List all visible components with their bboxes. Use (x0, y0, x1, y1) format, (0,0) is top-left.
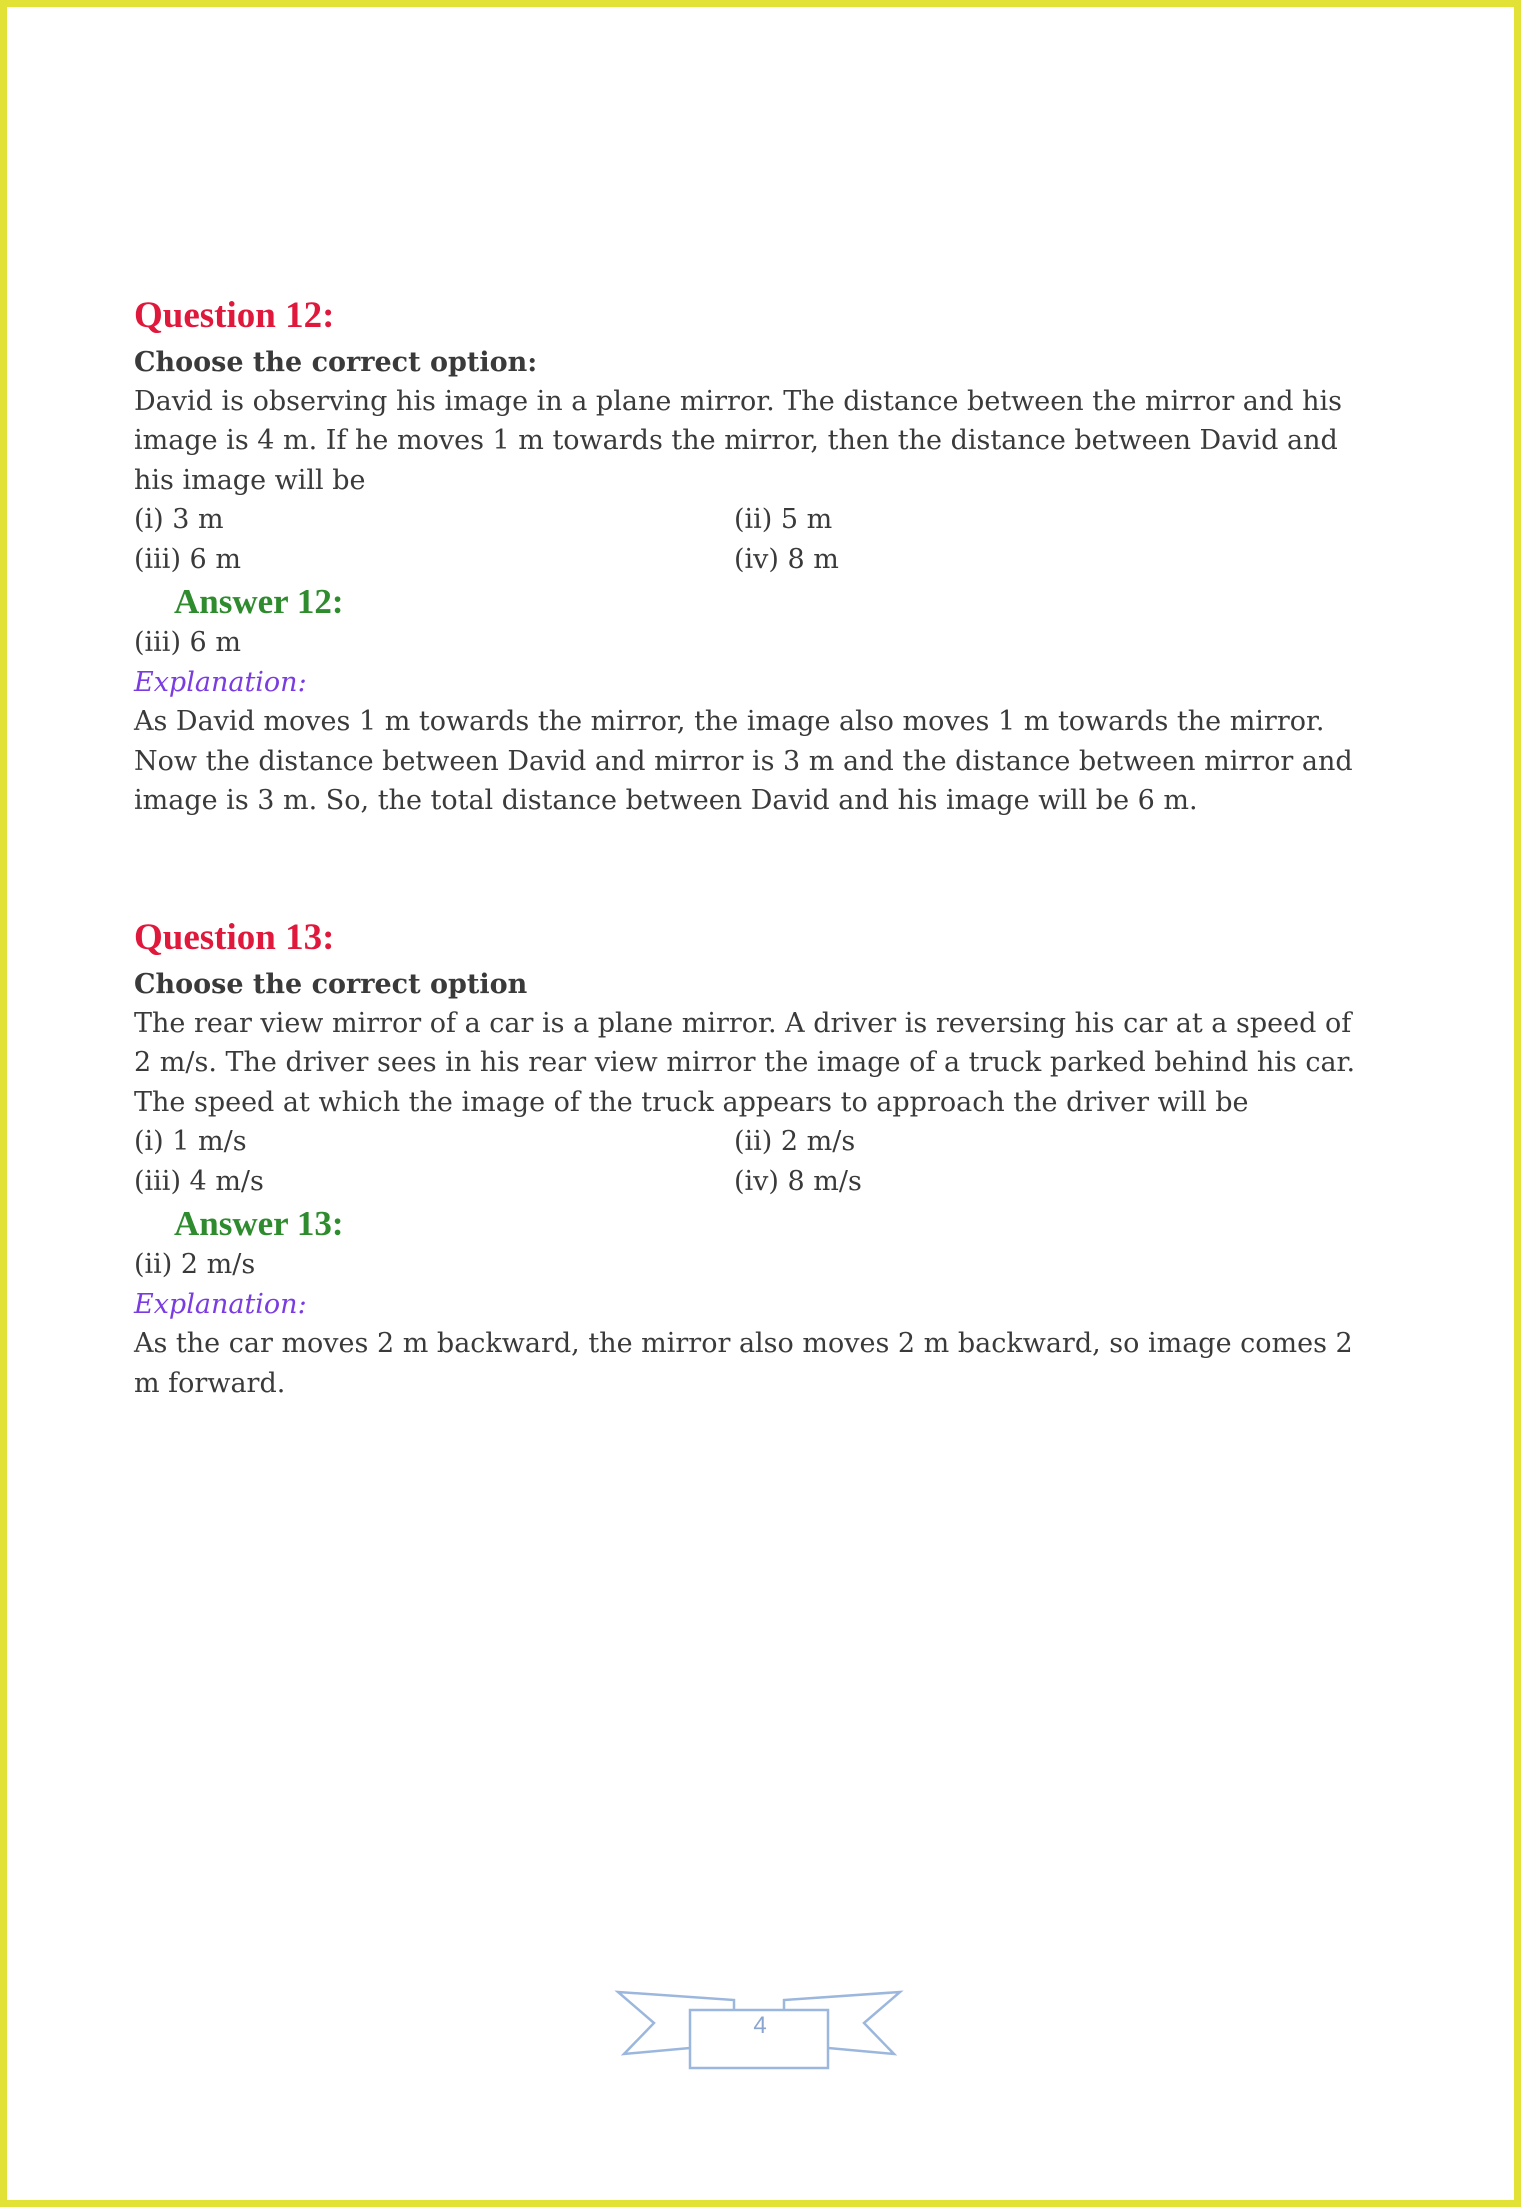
question-13-line: The speed at which the image of the truck appears to approach the driver will be (134, 1086, 1249, 1118)
answer-12-value: (iii) 6 m (134, 627, 241, 659)
explanation-line: As the car moves 2 m backward, the mirror also moves 2 m backward, so image comes 2 (134, 1328, 1353, 1360)
option: (iv) 8 m/s (734, 1165, 862, 1197)
question-12-text (134, 382, 1394, 501)
answer-13-value: (ii) 2 m/s (134, 1249, 256, 1281)
explanation-13-text (134, 1324, 1394, 1403)
option: (i) 1 m/s (134, 1126, 247, 1158)
question-12-line: image is 4 m. If he moves 1 m towards the mirror, then the distance between David and (134, 425, 1338, 457)
explanation-13-label: Explanation: (134, 1288, 307, 1320)
explanation-line: As David moves 1 m towards the mirror, the image also moves 1 m towards the mirror. (134, 706, 1325, 738)
option: (iv) 8 m (734, 543, 839, 575)
question-12-instruction: Choose the correct option: (134, 346, 538, 378)
answer-13-heading: Answer 13: (174, 1204, 344, 1244)
explanation-line: image is 3 m. So, the total distance between David and his image will be 6 m. (134, 785, 1198, 817)
option: (ii) 5 m (734, 504, 833, 536)
question-13-text (134, 1004, 1394, 1123)
question-13-instruction: Choose the correct option (134, 968, 528, 1000)
explanation-12-label: Explanation: (134, 666, 307, 698)
explanation-line: Now the distance between David and mirror is 3 m and the distance between mirror and (134, 745, 1353, 777)
question-12-options (134, 500, 1394, 579)
option: (ii) 2 m/s (734, 1126, 856, 1158)
question-12-line: his image will be (134, 464, 366, 496)
question-13-options (134, 1122, 1394, 1201)
question-13-section (134, 918, 1394, 1403)
explanation-12-text (134, 702, 1394, 821)
question-13-heading: Question 13: (134, 917, 335, 958)
question-13-line: 2 m/s. The driver sees in his rear view mirror the image of a truck parked behind his car. (134, 1047, 1356, 1079)
question-13-line: The rear view mirror of a car is a plane mirror. A driver is reversing his car at a speed of (134, 1007, 1352, 1039)
answer-12-heading: Answer 12: (174, 582, 344, 622)
option: (i) 3 m (134, 504, 224, 536)
option: (iii) 4 m/s (134, 1165, 264, 1197)
question-12-section (134, 296, 1394, 821)
option: (iii) 6 m (134, 543, 241, 575)
page-number: 4 (753, 2012, 767, 2039)
question-12-line: David is observing his image in a plane mirror. The distance between the mirror and his (134, 385, 1343, 417)
explanation-line: m forward. (134, 1367, 286, 1399)
question-12-heading: Question 12: (134, 295, 335, 336)
